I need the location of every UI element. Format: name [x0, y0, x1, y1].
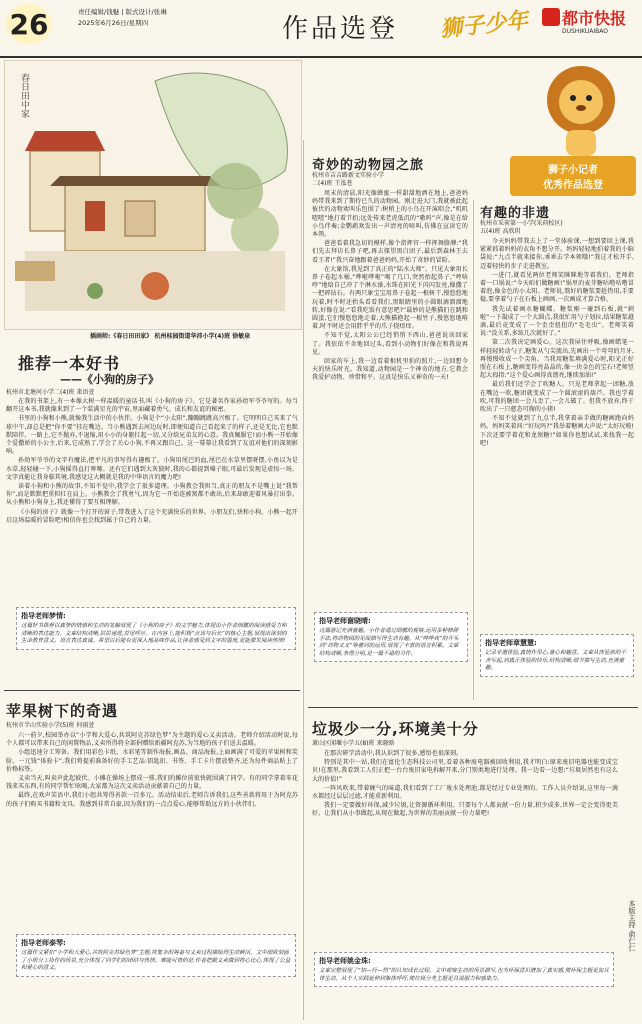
paragraph: 六一前夕,校园举办以“小学和大爱心,共筑阿克苏绿色梦”为主题的爱心义卖活动。老师介绍活动时说,每个人都可以带来自己的闲置物品,义卖所得将全部捐赠给新疆阿克苏,为当地的孩子们送去温暖。: [6, 732, 298, 748]
article3-body: [480, 238, 634, 449]
paper-logo: [542, 6, 638, 44]
paragraph: 今天妈妈带我去上了一堂体验课,一想到要回上课,我紧紧抓着妈妈的衣角不想分开。妈妈轻轻地拍着我的小脑袋说:“九点半就来接你,乖乖去学本领哦!”我这才松开手,迈着轻快的步子走进教室。: [480, 238, 634, 270]
article5-teacher-comment: [314, 952, 614, 987]
lion-mascot: [536, 62, 626, 158]
paragraph: 最终,在欢声笑语中,我们小组共筹得善款一百多元。活动结束后,老师告诉我们,这些善款将用于为阿克苏的孩子们购买书籍和文具。我感到非常自豪,因为我们的一点点爱心,能够帮助远方的小伙伴们。: [6, 792, 298, 808]
article2-byline2: 二(4)班 王泓苍: [312, 180, 353, 187]
page-number-text: 26: [9, 8, 49, 41]
paragraph: 我们一定要做好环保,减少垃圾,让资源循环利用。只要每个人都贡献一份力量,积少成多,世界一定会变得更美好。让我们从小事做起,从现在做起,为世界的美丽贡献一份力量吧!: [312, 802, 618, 818]
paragraph: 书里的小狗和小熊,就像我生活中的小伙伴。小狗是个“小太阳”,蹦蹦跳跳高兴极了。它明明自己买来了气球中午,却总是把“你不要”挂在嘴边。当小熊遇到去河边玩时,即便知道自己看起来了的样子,还是无比,它也默默陪伴。一路上,它不抛弃,不退缩,用小小的身躯扛起一切,又分给兄弟友的心意。我真佩服它!而小熊一开始像个爱撒娇的小公主,后来,它成熟了,学会了关心小狗,不再又跟自己。这一幕幕让我看到了友谊对他们的深刻影响。: [6, 415, 298, 456]
article1-subtitle: ——《小狗的房子》: [60, 373, 159, 386]
comment-title: 指导老师姚金珠:: [319, 957, 371, 965]
article2-byline1: 杭州市吉吉路新文实验小学: [312, 172, 385, 179]
editor-line: 责任编辑/钱魅 | 版式设计/张琳: [78, 8, 167, 16]
side-credit: 本版主持 俞仁仁: [628, 900, 636, 952]
paragraph: 周末的清晨,阳光像蜂蜜一样甜甜地洒在地上,爸爸妈妈带我来到了期待已久的动物园。刚走进大门,我就被此起彼伏的动物欢叫乐包围了:树梢上的小鸟在开演唱会,“叽叽喳喳”地打着节拍;远处传来老虎低沉的“嗷呜”声,像是在给小鸟伴奏;金鹦鹉欢发出一声清亮的啼叫,仿佛在宣读它的本领。: [312, 190, 468, 239]
article1-title: 推荐一本好书: [18, 354, 121, 373]
paragraph: 一进门,就看见两位老师笑眯眯地等着我们。老师指着一口锅说:“今天咱们做糖画!”锅里的麦芽糖咕噜咕噜冒着泡,像金色的小太阳。老师说,熬好的糖浆要趁热用,手要稳,要拿着勺子在石板上画画,一次画成才算合格。: [480, 271, 634, 304]
reporter-banner: [510, 156, 636, 196]
article5-body: [312, 750, 618, 820]
article-book-recommendation: [4, 345, 300, 685]
paragraph: 一阵风吹来,带着硬气的味道,我们看到了工厂废水处理池,都是经过专业处理的。工作人员介绍说,这里每一滴水都经过层层过滤,才能重新利用。: [312, 784, 618, 801]
article3-teacher-comment: [480, 634, 634, 677]
paragraph: 最后我们还学会了吹糖人。只见老师拿起一团糖,放在嘴边一吹,糖团就变成了一个圆滚滚的葫芦。我也学着吹,可我的糖团一会儿歪了,一会儿破了。但我不放弃,终于吹出了一只憨态可掬的小猪!: [480, 381, 634, 414]
article3-title: 有趣的非遗: [480, 206, 551, 221]
paragraph: 不知不觉就到了九点半,我拿着亲手做的糖画跑向妈妈。妈妈笑着问:“好玩吗?”我举着糖画大声说:“太好玩啦!下次还要学着花和龙须糖!”如果你也想试试,来找我一起吧!: [480, 415, 634, 447]
comment-title: 指导老师梦情:: [21, 612, 66, 620]
article1-byline: 杭州市北塘河小学二(4)班 来语萱: [6, 389, 95, 396]
paper-logo-icon: [542, 8, 560, 26]
paragraph: 不知不觉,太阳公公已经悄悄下西山,爸爸说该回家了。我依依不舍地回过头,看到小动物们好像在和我说再见。: [312, 332, 468, 356]
paragraph: 在我的书架上,有一本像大树一样温暖的童话书,叫《小狗的房子》。它是著名作家孙幼军爷爷写的。每当翻开这本书,我就像来到了一个装满星光的宇宙,里面藏着勇气、成长和友谊的秘密。: [6, 398, 298, 414]
comment-body: 这篇游记充满童趣。小作者通过细腻的观察,运用多种修辞手法,将动物园的见闻描写得生动有趣。从“哗哗戏”的开头到“动物叉叉”等叠词的运用,展现了丰富的语言积累。文章结构清晰,条理分明,是一篇不错的习作。: [319, 628, 459, 657]
banner-line2: 优秀作品选登: [543, 180, 603, 191]
article-garbage-sorting: [308, 712, 622, 1020]
illustration-caption: 插画师:《春日田田家》 杭州桂园街道华沛小学(4)班 徐敏泉: [90, 333, 251, 340]
paragraph: 爸爸看着我急切的模样,像个指挥官一样挥舞胳膊:“我们先去拜访长鼻子吧,再去探望黑白团子,最后到森林王去看王者!”我兴奋地跟着爸爸妈妈,开始了奇妙的冒险。: [312, 240, 468, 264]
comment-title: 指导老师章慧慧:: [485, 639, 537, 647]
article3-byline2: 五(4)班 高欣玥: [480, 228, 521, 235]
divider: [4, 690, 300, 691]
paper-name-en: DUSHIKUAIBAO: [562, 28, 608, 35]
paragraph: 回家的车上,我一边看着相机里拍的照片,一边回想今天的快乐时光。我知道,动物园是一个神奇的地方,它教会我爱护动物、珍惜和平。这真是快乐又神奇的一天!: [312, 358, 468, 382]
comment-title: 指导老师谢晓晴:: [319, 617, 371, 625]
paragraph: 小组迅速分工筹备。我们用彩色卡纸、水彩笔等制作海报,画品、商品海报,上面画满了可爱的苹果树和笑脸。一元钱“体验卡”,我们将提前准备好的手工艺品:钥匙扣、书签、手工卡片摆放整齐,还为每件商品贴上了价格标签。: [6, 749, 298, 773]
column-divider: [303, 140, 304, 1020]
article4-body: [6, 732, 298, 810]
comment-title: 指导老师泰琴:: [21, 939, 66, 947]
page-header: [0, 0, 642, 58]
section-title: 作品选登: [282, 14, 399, 44]
article4-byline: 杭州市半山实验小学(5)班 何雨萱: [6, 722, 95, 729]
article-charity-sale: [4, 694, 300, 1019]
paragraph: 孙幼军爷爷的文字有魔法,把平凡的事写得有趣极了。小狗用尾巴的血,尾巴在水草里摆呀摆,小鱼以为是水草,轻轻碰一下,小狗摇得直打哆嗦。还有它们遇到大灰狼时,我的心都提到嗓子眼,可最后发现是虚惊一场。文字真能让我身临其境,我感觉这大概就是我的中华语言的魔力吧!: [6, 457, 298, 481]
divider: [308, 707, 638, 708]
article5-title: 垃圾少一分,环境美十分: [312, 720, 479, 738]
paragraph: 在那次研学活动中,我认识到了很多,感悟也很深刻。: [324, 750, 463, 757]
paragraph: 特别是其中一站,我们在富伦生态科技公司里,看着各种废电器被回收利用,我才明白:原来废旧电器也能变成宝贝!在那里,我看到工人们正把一台台废旧家电拆解开来,分门别类地进行处理。我一边看一边想:“垃圾居然也有这么大的价值!”: [312, 759, 618, 783]
comment-body: 记录非遗体验,真情作用心,童心和趣意。文章从体验前的不舍写起,到真正体验的快乐,结构清晰,细节描写生动,充满童趣。: [485, 650, 626, 672]
banner-line1: 狮子小记者: [548, 165, 598, 176]
article2-teacher-comment: [314, 612, 468, 662]
article3-byline1: 杭州市采荷第一小学(采荷校区): [480, 220, 563, 227]
article-intangible-heritage: [476, 202, 638, 700]
article4-teacher-comment: [16, 934, 296, 977]
paper-name: 都市快报: [562, 9, 627, 28]
paragraph: 在大象馆,我见到了真正的“陆水大师”。只见大象用长鼻子卷起水桶,“哗啦哗啦”喝了几口,突然抬起鼻子,“哼哧哼”地给自己冲了个淋水澡,水珠在阳光下闪闪发亮,像撒了一把碎钻石。有两只象宝宝用鼻子卷起一根树干,慢悠悠地玩着,时不时还抬头看看我们,黑眼睛里的小圆眼滴溜溜地转,好像在说:“看我吃饭有意思吧?”最妙的是熊猫们在跳和圆蛋,它们慢悠悠地走着,大熊猫抱起一根竹子,慢悠悠地啃着,时不时还会用胖乎乎的爪子挠痒痒。: [312, 265, 468, 331]
article4-title: 苹果树下的奇遇: [6, 702, 119, 720]
paragraph: 第二次我决定画爱心。这次我屏住呼吸,像画蜡笔一样轻轻转动勺子,糖浆从勺尖流出,先画出一个弯弯的月牙,再慢慢收成一个尖角。当我用糖浆填满爱心时,阳光正好照在石板上,糖画变得亮晶晶的,像一块金色的宝石!老师竖起大拇指:“这个爱心画得真漂亮,继续加油!”: [480, 339, 634, 380]
paragraph: 义卖当天,叫卖声此起彼伏。小摊在操场上摆成一排,我们的摊位前很快就围满了同学。有的同学拿着零花钱来买东西,有的同学帮忙吆喝,大家都为这次义卖活动贡献着自己的力量。: [6, 775, 298, 791]
article2-body: [312, 190, 468, 384]
column-brand: 狮子少年: [439, 8, 530, 43]
article5-byline: 萧山区闻堰小学五(8)班 来晓晗: [312, 740, 395, 747]
paragraph: 我先试着画水糖蝴蝶。糖浆刚一碰到石板,就“刺啦”一下凝成了一个大圆点,我很忙用勺子划拉,结果糖浆越滴,最后竟变成了一个歪歪扭扭的“毛毛虫”。老师笑着说:“没关系,多练几次就好了。”: [480, 305, 634, 338]
date-line: 2025年6月26日/星期四: [78, 19, 149, 27]
paragraph: 读着小狗和小熊的故事,不知不觉中,我学会了很多道理。小狗教会我担当,真正的朋友不是嘴上说“我帮你”,而是默默把重担扛在肩上。小熊教会了我勇气,因为它一开始连被窝都不敢出,后来却敢迎着风暴打出拳。从小熊和小狗身上,我还懂得了要互相理解。: [6, 483, 298, 507]
column-divider: [473, 200, 474, 700]
comment-body: 文章完整展现了“知—行—悟”的认知成长过程。文中观察生动的场景描写,也为环保意识增加了真实感,使环保主题更加具体生动。从个人实践延伸到集体呼吁,使垃圾分类主题更具说服力和感染力。: [319, 968, 609, 982]
illustration-drawing: [5, 61, 301, 329]
article-zoo-trip: [308, 150, 470, 695]
illustration-inscription: 春日田中家: [19, 73, 29, 118]
article1-teacher-comment: [16, 607, 296, 650]
article2-title: 奇妙的动物园之旅: [312, 158, 425, 173]
article1-body: [6, 398, 298, 526]
comment-body: 这篇好书推荐以真挚的情感和生动的笔触展现了《小狗的房子》的文学魅力,体现出小作者细腻的阅读感受力和清晰的表达能力。文章结构清晰,层层递进,首尾呼应。在内容上,能积极“点该与后长”的核心主题,展现出深刻的生命教育意义。语言表达真诚。希望以后能有更深入地品味作品,让读者感受到文字的温度,更能激发阅读热情!: [21, 623, 287, 645]
paragraph: 《小狗的房子》就像一个打开的窗子,带我进入了这个充满快乐的世界。小朋友们,快和小狗、小熊一起开启这场温暖的冒险吧!相信你也会找到属于自己的力量。: [6, 508, 298, 524]
illustration: [4, 60, 302, 330]
comment-body: 这篇作文紧扣“小学和大爱心,共筑阿克苏绿色梦”主题,将复杂的筹备与义卖过程描绘得生动鲜活。文中细致刻画了小组分工协作的场景,充分体现了同学们的团结与热情。难能可贵的是,作者把做义卖做到将心比心,体现了公益和爱心的意义。: [21, 950, 291, 972]
